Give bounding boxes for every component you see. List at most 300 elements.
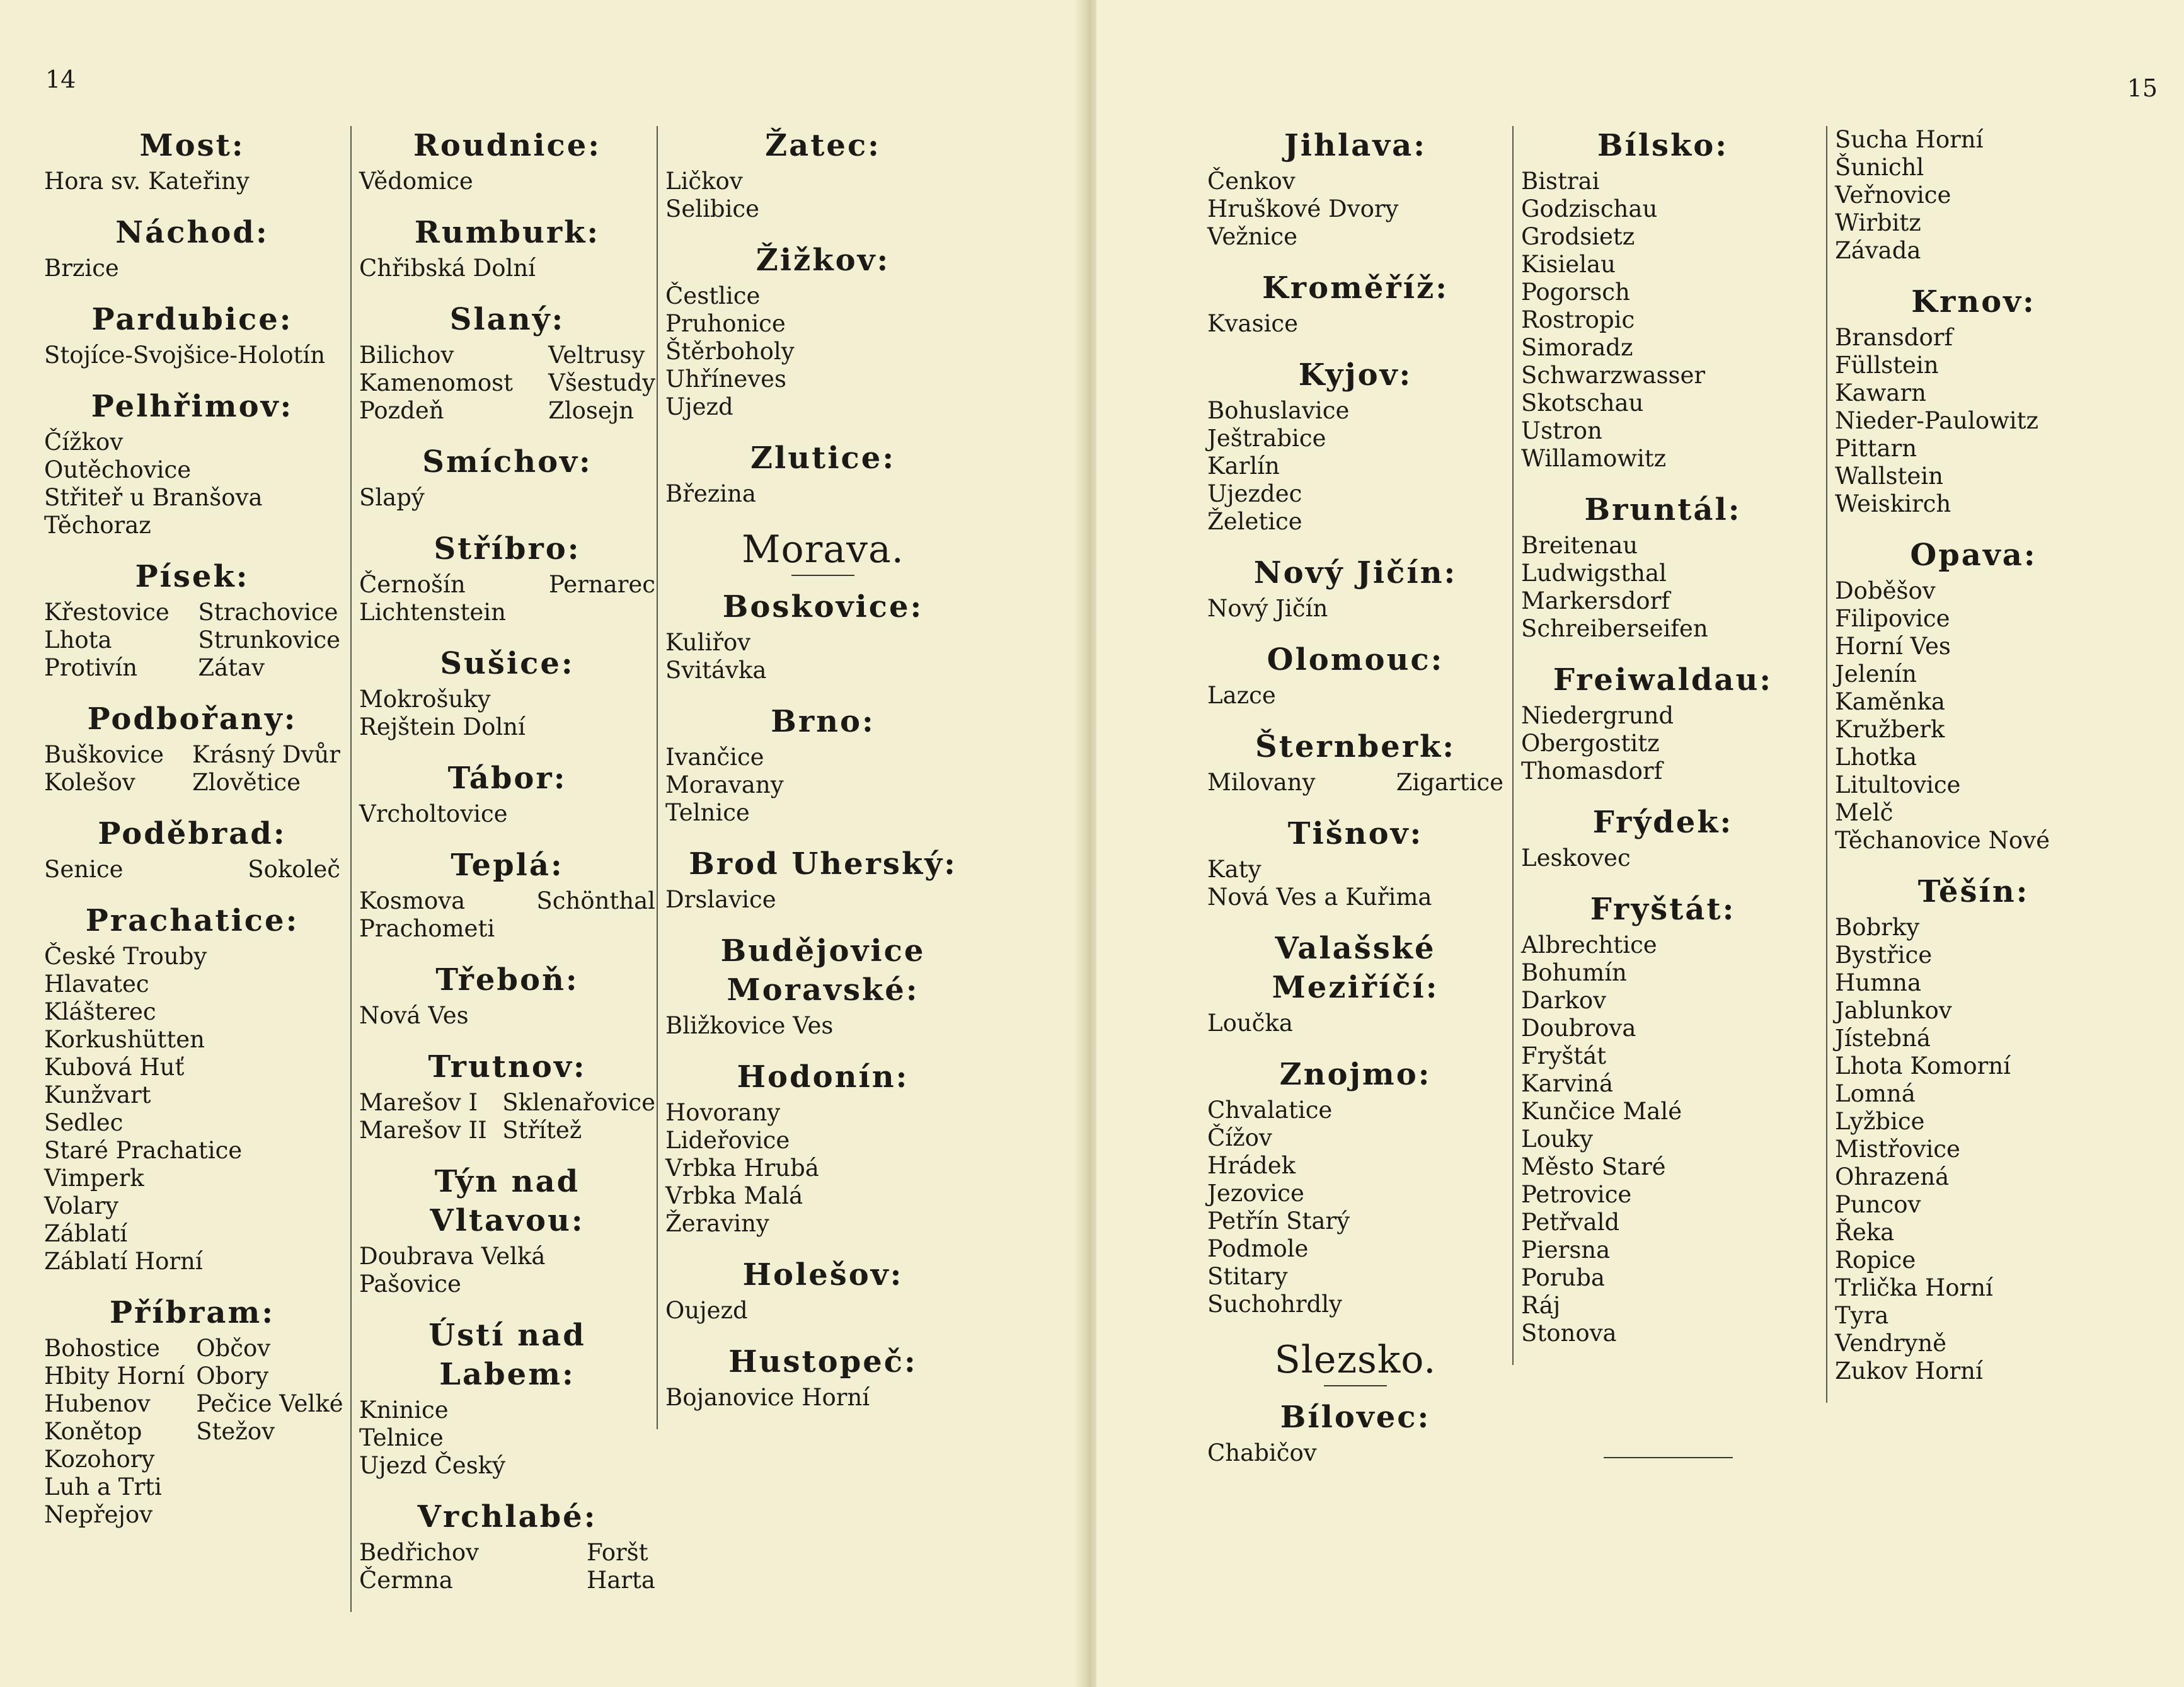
place-name: Obory bbox=[196, 1362, 269, 1390]
district-block bbox=[1207, 355, 1503, 536]
place-name: Březina bbox=[665, 480, 756, 507]
place-name: Vrbka Hrubá bbox=[665, 1154, 819, 1182]
right-column-2 bbox=[1512, 126, 1805, 1365]
district-block bbox=[44, 1293, 343, 1529]
place-name: Zátav bbox=[198, 654, 265, 681]
district-heading: Podbořany: bbox=[87, 701, 297, 737]
place-name: Slapý bbox=[359, 484, 425, 511]
place-name: Staré Prachatice bbox=[44, 1137, 243, 1164]
district-heading: Brno: bbox=[771, 704, 875, 739]
district-block bbox=[359, 1497, 655, 1594]
place-name: Těchanovice Nové bbox=[1835, 827, 2050, 854]
place-name: Střítež bbox=[502, 1117, 582, 1144]
place-name: Bohostice bbox=[44, 1335, 160, 1362]
place-name: Sucha Horní bbox=[1835, 126, 1984, 153]
district-block bbox=[1835, 282, 2112, 518]
place-name: Střiteř u Branšova bbox=[44, 484, 263, 511]
place-name: Foršt bbox=[587, 1539, 648, 1566]
place-name: Pečice Velké bbox=[196, 1390, 343, 1417]
place-name: Bobrky bbox=[1835, 914, 1920, 941]
place-name: Hora sv. Kateřiny bbox=[44, 168, 250, 195]
place-name: Vežnice bbox=[1207, 223, 1297, 250]
district-heading: Holešov: bbox=[742, 1257, 904, 1293]
place-name: Krásný Dvůr bbox=[192, 741, 340, 768]
district-block bbox=[1521, 890, 1805, 1347]
district-block bbox=[359, 300, 655, 425]
place-name: Skotschau bbox=[1521, 389, 1644, 417]
place-name: Kuliřov bbox=[665, 629, 751, 656]
place-name: Lazce bbox=[1207, 682, 1276, 709]
place-name: Uhříneves bbox=[665, 366, 787, 393]
place-name: Drslavice bbox=[665, 886, 776, 913]
district-block bbox=[359, 442, 655, 512]
district-heading: Kroměříž: bbox=[1262, 270, 1449, 306]
district-heading: Tábor: bbox=[447, 761, 567, 796]
place-name: Bedřichov bbox=[359, 1539, 480, 1566]
place-name: Darkov bbox=[1521, 987, 1607, 1014]
district-heading: Budějovice Moravské: bbox=[720, 933, 926, 1008]
place-name: Fryštát bbox=[1521, 1042, 1607, 1069]
district-heading: Teplá: bbox=[451, 848, 564, 883]
place-name: Mokrošuky bbox=[359, 686, 491, 713]
place-name: Pozdeň bbox=[359, 397, 444, 424]
place-name: Protivín bbox=[44, 654, 138, 681]
place-name: Želetice bbox=[1207, 508, 1302, 535]
place-name: Čížkov bbox=[44, 429, 124, 456]
district-block bbox=[359, 846, 655, 943]
district-heading: Roudnice: bbox=[413, 128, 601, 163]
left-column-3 bbox=[657, 126, 980, 1429]
place-name: Bistrai bbox=[1521, 168, 1600, 195]
district-block bbox=[1207, 126, 1503, 251]
place-name: Brzice bbox=[44, 255, 119, 282]
district-block bbox=[359, 1316, 655, 1480]
place-name: Řeka bbox=[1835, 1219, 1895, 1246]
district-heading: Rumburk: bbox=[414, 215, 601, 250]
district-block bbox=[44, 557, 340, 682]
district-block bbox=[1207, 814, 1503, 911]
place-name: Pernarec bbox=[548, 571, 655, 598]
district-block bbox=[1521, 490, 1805, 643]
place-name: Stojíce-Svojšice-Holotín bbox=[44, 342, 326, 369]
place-name: Volary bbox=[44, 1192, 119, 1219]
place-name: Nová Ves a Kuřima bbox=[1207, 884, 1432, 911]
closing-rule bbox=[1604, 1457, 1733, 1458]
district-heading: Trutnov: bbox=[428, 1049, 587, 1085]
district-block bbox=[359, 213, 655, 282]
district-heading: Olomouc: bbox=[1267, 642, 1444, 677]
district-heading: Bruntál: bbox=[1584, 492, 1742, 527]
place-name: Kninice bbox=[359, 1396, 449, 1424]
district-heading: Freiwaldau: bbox=[1553, 662, 1773, 698]
district-heading: Pelhřimov: bbox=[91, 389, 294, 424]
place-name: Záblatí bbox=[44, 1220, 128, 1247]
place-name: Sklenařovice bbox=[502, 1089, 655, 1116]
district-block bbox=[1521, 126, 1805, 473]
place-name: Horní Ves bbox=[1835, 633, 1951, 660]
place-name: Melč bbox=[1835, 799, 1894, 826]
place-name: Loučka bbox=[1207, 1010, 1293, 1037]
district-heading: Fryštát: bbox=[1590, 892, 1736, 927]
place-name: Sedlec bbox=[44, 1109, 124, 1136]
district-block bbox=[1835, 536, 2112, 855]
place-name: Breitenau bbox=[1521, 532, 1638, 559]
district-block bbox=[665, 126, 980, 223]
place-name: Ještrabice bbox=[1207, 425, 1326, 452]
place-name: Všestudy bbox=[548, 369, 655, 396]
page-number-right: 15 bbox=[2127, 74, 2158, 102]
district-block bbox=[44, 387, 340, 539]
district-heading: Stříbro: bbox=[434, 531, 581, 567]
place-name: Schreiberseifen bbox=[1521, 615, 1708, 642]
place-name: Grodsietz bbox=[1521, 223, 1635, 250]
place-name: Ujezd Český bbox=[359, 1452, 506, 1479]
place-name: Chřibská Dolní bbox=[359, 255, 536, 282]
district-block bbox=[44, 700, 340, 797]
place-name: Suchohrdly bbox=[1207, 1291, 1342, 1318]
place-name: Rostropic bbox=[1521, 306, 1635, 333]
place-name: Ujezd bbox=[665, 393, 733, 420]
district-block bbox=[1521, 803, 1805, 872]
place-name: Kosmova bbox=[359, 887, 466, 914]
place-name bbox=[196, 1446, 343, 1473]
place-name: Louky bbox=[1521, 1126, 1593, 1153]
district-block bbox=[1207, 1055, 1503, 1318]
place-name bbox=[549, 599, 655, 626]
district-block bbox=[359, 759, 655, 828]
place-name: Trlička Horní bbox=[1835, 1274, 1993, 1301]
place-name: Jelenín bbox=[1835, 660, 1917, 688]
place-name: Telnice bbox=[359, 1424, 444, 1451]
district-heading: Znojmo: bbox=[1279, 1057, 1432, 1092]
district-heading: Boskovice: bbox=[722, 589, 924, 625]
place-name: Vědomice bbox=[359, 168, 473, 195]
place-name: Konětop bbox=[44, 1418, 142, 1445]
place-name: Thomasdorf bbox=[1521, 757, 1663, 785]
place-name: Füllstein bbox=[1835, 352, 1939, 379]
place-name: Harta bbox=[587, 1567, 655, 1594]
place-name: Zukov Horní bbox=[1835, 1357, 1983, 1385]
page-number-left: 14 bbox=[45, 66, 76, 93]
district-heading: Zlutice: bbox=[750, 440, 896, 476]
district-block bbox=[359, 1047, 655, 1144]
place-name: Občov bbox=[196, 1335, 271, 1362]
place-name: Litultovice bbox=[1835, 771, 1961, 798]
place-name: Schwarzwasser bbox=[1521, 362, 1706, 389]
place-name: Willamowitz bbox=[1521, 445, 1667, 472]
district-heading: Opava: bbox=[1910, 538, 2037, 573]
place-name: Wirbitz bbox=[1835, 209, 1921, 236]
place-name: Bohumín bbox=[1521, 959, 1627, 986]
place-name: Kubová Huť bbox=[44, 1054, 185, 1081]
place-name: Stežov bbox=[196, 1418, 275, 1445]
place-name: Hubenov bbox=[44, 1390, 151, 1417]
district-block bbox=[1207, 727, 1503, 797]
place-name: Kunžvart bbox=[44, 1081, 151, 1108]
place-name: Ráj bbox=[1521, 1292, 1561, 1319]
district-heading: Bílsko: bbox=[1597, 128, 1729, 163]
district-heading: Týn nad Vltavou: bbox=[430, 1164, 585, 1238]
section-rule bbox=[1324, 1385, 1387, 1386]
place-name: Pašovice bbox=[359, 1270, 461, 1298]
place-name bbox=[536, 915, 655, 943]
district-block bbox=[1207, 929, 1503, 1037]
place-name: Chabičov bbox=[1207, 1439, 1317, 1466]
district-heading: Třeboň: bbox=[435, 962, 579, 998]
place-name: Telnice bbox=[665, 799, 750, 826]
place-name: Lideřovice bbox=[665, 1127, 790, 1154]
place-name: Čenkov bbox=[1207, 168, 1296, 195]
district-heading: Prachatice: bbox=[85, 903, 299, 938]
place-name: Puncov bbox=[1835, 1191, 1921, 1218]
place-name: Simoradz bbox=[1521, 334, 1633, 361]
place-name: Kolešov bbox=[44, 769, 135, 796]
district-heading: Nový Jičín: bbox=[1253, 555, 1457, 590]
place-name: Jístebná bbox=[1835, 1025, 1931, 1052]
place-name: Chvalatice bbox=[1207, 1097, 1333, 1124]
place-name: Zigartice bbox=[1396, 769, 1503, 796]
place-name: Zlovětice bbox=[192, 769, 301, 796]
place-name: Wallstein bbox=[1835, 463, 1943, 490]
district-block bbox=[44, 213, 340, 282]
place-name: Ropice bbox=[1835, 1247, 1916, 1274]
right-page bbox=[1096, 0, 2184, 1687]
district-heading: Smíchov: bbox=[422, 444, 592, 480]
right-column-1 bbox=[1207, 126, 1503, 1485]
place-name: Ustron bbox=[1521, 417, 1602, 444]
place-name: Kawarn bbox=[1835, 379, 1926, 406]
district-heading: Šternberk: bbox=[1255, 729, 1456, 764]
place-name: Stitary bbox=[1207, 1263, 1288, 1290]
place-name: Záblatí Horní bbox=[44, 1248, 203, 1275]
place-name: Veltrusy bbox=[548, 342, 645, 369]
district-block bbox=[665, 844, 980, 914]
place-name: Ujezdec bbox=[1207, 480, 1302, 507]
district-block bbox=[359, 126, 655, 195]
place-name: Nový Jičín bbox=[1207, 595, 1328, 622]
place-name: Marešov I bbox=[359, 1089, 478, 1116]
district-block bbox=[1207, 1398, 1503, 1467]
district-heading: Kyjov: bbox=[1298, 357, 1413, 393]
place-name: Nieder-Paulowitz bbox=[1835, 407, 2038, 434]
place-name: Podmole bbox=[1207, 1235, 1309, 1262]
district-heading: Těšín: bbox=[1917, 874, 2030, 909]
district-block bbox=[1521, 660, 1805, 785]
place-name bbox=[196, 1473, 343, 1501]
place-name: České Trouby bbox=[44, 943, 207, 970]
place-name: Lyžbice bbox=[1835, 1108, 1925, 1135]
place-name: Weiskirch bbox=[1835, 490, 1951, 517]
place-name: Albrechtice bbox=[1521, 931, 1657, 959]
place-name: Ludwigsthal bbox=[1521, 560, 1667, 587]
district-heading: Hodonín: bbox=[737, 1059, 909, 1095]
place-name: Veřnovice bbox=[1835, 181, 1951, 209]
district-heading: Příbram: bbox=[109, 1295, 275, 1330]
place-name: Ohrazená bbox=[1835, 1163, 1950, 1190]
district-heading: Brod Uherský: bbox=[689, 846, 957, 882]
district-block bbox=[665, 587, 980, 684]
place-name: Korkushütten bbox=[44, 1026, 205, 1053]
district-heading: Sušice: bbox=[440, 646, 575, 681]
place-name: Strunkovice bbox=[198, 626, 340, 653]
place-name: Jezovice bbox=[1207, 1180, 1304, 1207]
place-name: Leskovec bbox=[1521, 844, 1631, 872]
place-name: Svitávka bbox=[665, 657, 767, 684]
district-block bbox=[665, 241, 980, 421]
place-name: Buškovice bbox=[44, 741, 164, 768]
place-name: Ivančice bbox=[665, 744, 764, 771]
place-name: Karlín bbox=[1207, 452, 1280, 480]
place-name: Hrádek bbox=[1207, 1152, 1296, 1179]
district-heading: Poděbrad: bbox=[98, 816, 287, 851]
place-name: Schönthal bbox=[536, 887, 655, 914]
place-name: Lomná bbox=[1835, 1080, 1916, 1107]
place-name: Piersna bbox=[1521, 1236, 1611, 1264]
district-heading: Ústí nad Labem: bbox=[428, 1318, 586, 1392]
place-name: Lhotka bbox=[1835, 744, 1917, 771]
place-name: Pittarn bbox=[1835, 435, 1917, 462]
place-name: Hovorany bbox=[665, 1099, 781, 1126]
place-name: Ličkov bbox=[665, 168, 743, 195]
place-name: Stonova bbox=[1521, 1320, 1617, 1347]
left-column-2 bbox=[350, 126, 655, 1612]
place-name: Petřín Starý bbox=[1207, 1207, 1350, 1235]
place-name: Lichtenstein bbox=[359, 599, 506, 626]
place-name: Město Staré bbox=[1521, 1153, 1666, 1180]
place-name: Kunčice Malé bbox=[1521, 1098, 1682, 1125]
place-name: Šunichl bbox=[1835, 154, 1924, 181]
place-name: Luh a Trti bbox=[44, 1473, 162, 1500]
place-name: Outěchovice bbox=[44, 456, 192, 483]
district-block bbox=[665, 1342, 980, 1412]
place-name: Bransdorf bbox=[1835, 324, 1953, 351]
place-name: Kisielau bbox=[1521, 251, 1616, 278]
place-name: Prachometi bbox=[359, 915, 495, 942]
place-name: Obergostitz bbox=[1521, 730, 1660, 757]
place-name: Kružberk bbox=[1835, 716, 1945, 743]
district-heading: Most: bbox=[139, 128, 245, 163]
place-name: Doubrava Velká bbox=[359, 1243, 546, 1270]
place-name: Nepřejov bbox=[44, 1501, 153, 1528]
place-name: Petřvald bbox=[1521, 1209, 1620, 1236]
district-block bbox=[359, 960, 655, 1030]
place-name: Senice bbox=[44, 856, 124, 883]
district-heading: Žatec: bbox=[765, 128, 881, 163]
place-name: Milovany bbox=[1207, 769, 1316, 796]
place-name: Kamenomost bbox=[359, 369, 514, 396]
left-page bbox=[0, 0, 1084, 1687]
place-name: Marešov II bbox=[359, 1117, 487, 1144]
district-block bbox=[44, 126, 340, 195]
place-name: Hruškové Dvory bbox=[1207, 195, 1399, 222]
place-name: Selibice bbox=[665, 195, 760, 222]
place-name: Doběšov bbox=[1835, 577, 1936, 604]
district-block bbox=[1207, 640, 1503, 710]
district-heading: Vrchlabé: bbox=[417, 1499, 597, 1534]
place-name: Tyra bbox=[1835, 1302, 1889, 1329]
place-name: Jablunkov bbox=[1835, 997, 1952, 1024]
place-name: Oujezd bbox=[665, 1297, 748, 1324]
district-block bbox=[665, 702, 980, 827]
place-name: Filipovice bbox=[1835, 605, 1950, 632]
place-name: Bližkovice Ves bbox=[665, 1012, 834, 1039]
district-heading: Hustopeč: bbox=[728, 1344, 917, 1379]
place-name: Bilichov bbox=[359, 342, 454, 369]
place-name: Zlosejn bbox=[548, 397, 635, 424]
section-rule bbox=[791, 575, 854, 576]
district-block bbox=[665, 1057, 980, 1238]
place-name: Klášterec bbox=[44, 998, 156, 1025]
place-name: Vrbka Malá bbox=[665, 1182, 803, 1209]
place-name: Bohuslavice bbox=[1207, 397, 1350, 424]
district-block bbox=[44, 300, 340, 369]
district-heading: Bílovec: bbox=[1280, 1400, 1431, 1435]
district-heading: Jihlava: bbox=[1284, 128, 1427, 163]
district-heading: Tišnov: bbox=[1287, 816, 1423, 851]
place-name: Lhota bbox=[44, 626, 112, 653]
district-block bbox=[1207, 268, 1503, 338]
place-name: Karviná bbox=[1521, 1070, 1614, 1097]
place-name: Křestovice bbox=[44, 599, 170, 626]
district-block bbox=[1835, 872, 2112, 1385]
section-heading: Slezsko. bbox=[1274, 1338, 1437, 1382]
place-name: Čestlice bbox=[665, 282, 761, 309]
place-name: Vendryně bbox=[1835, 1330, 1947, 1357]
district-heading: Krnov: bbox=[1911, 284, 2036, 320]
place-name: Kaměnka bbox=[1835, 688, 1945, 715]
place-name: Niedergrund bbox=[1521, 702, 1674, 729]
district-block bbox=[1207, 553, 1503, 623]
place-name: Pruhonice bbox=[665, 310, 786, 337]
place-name: Čížov bbox=[1207, 1124, 1272, 1151]
place-name: Závada bbox=[1835, 237, 1921, 264]
district-block bbox=[359, 529, 655, 626]
place-name: Vrcholtovice bbox=[359, 800, 508, 827]
left-column-1 bbox=[44, 126, 343, 1546]
district-block bbox=[44, 814, 340, 884]
district-block bbox=[665, 439, 980, 508]
place-name: Petrovice bbox=[1521, 1181, 1632, 1208]
district-block bbox=[359, 644, 655, 741]
place-name: Bojanovice Horní bbox=[665, 1384, 870, 1411]
place-name: Bystřice bbox=[1835, 941, 1933, 969]
place-name: Doubrova bbox=[1521, 1015, 1636, 1042]
district-heading: Frýdek: bbox=[1592, 805, 1733, 840]
district-block bbox=[44, 901, 340, 1275]
right-column-3 bbox=[1826, 126, 2112, 1403]
place-name: Moravany bbox=[665, 771, 784, 798]
district-heading: Náchod: bbox=[115, 215, 269, 250]
place-name: Kozohory bbox=[44, 1446, 155, 1473]
place-name: Pogorsch bbox=[1521, 279, 1630, 306]
place-name: Sokoleč bbox=[248, 856, 340, 883]
section-heading: Morava. bbox=[742, 527, 904, 572]
district-block bbox=[665, 931, 980, 1040]
place-name: Katy bbox=[1207, 856, 1262, 883]
place-name: Rejštein Dolní bbox=[359, 713, 526, 740]
district-heading: Valašské Meziříčí: bbox=[1272, 931, 1439, 1005]
place-name: Čermna bbox=[359, 1567, 453, 1594]
place-name: Nová Ves bbox=[359, 1002, 469, 1029]
district-block bbox=[1835, 126, 2112, 265]
place-name: Humna bbox=[1835, 969, 1922, 996]
place-name: Vimperk bbox=[44, 1165, 144, 1192]
place-name: Černošín bbox=[359, 571, 466, 598]
district-heading: Pardubice: bbox=[91, 302, 293, 337]
district-heading: Žižkov: bbox=[756, 243, 890, 278]
place-name: Strachovice bbox=[198, 599, 338, 626]
district-block bbox=[359, 1162, 655, 1298]
